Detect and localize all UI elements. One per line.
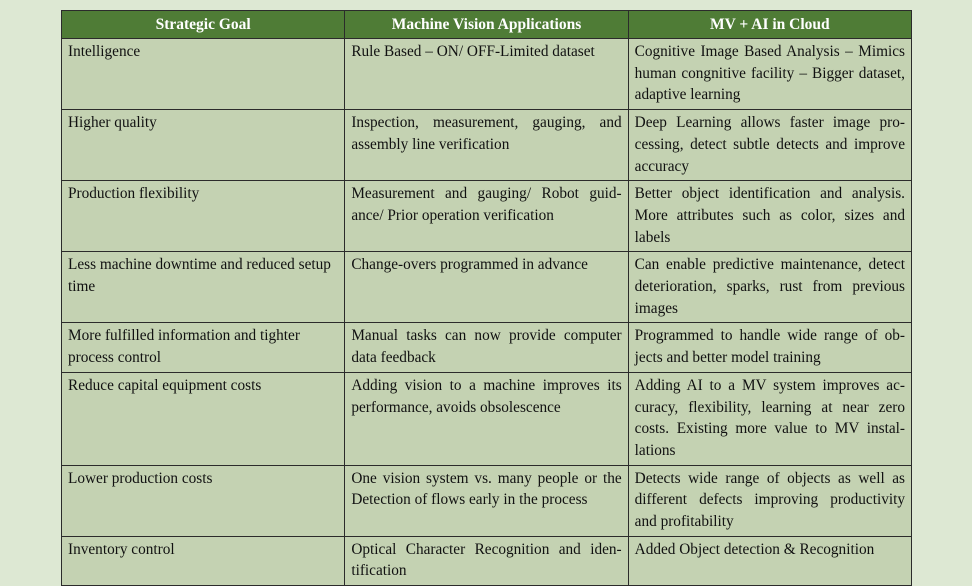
strategic-goal-cell: Reduce capital equipment costs [62, 372, 345, 465]
table-row [62, 181, 912, 252]
table-row [62, 323, 912, 372]
mv-ai-cloud-cell: Can enable predictive maintenance, detect deterioration, sparks, rust from previous images [628, 252, 911, 323]
strategic-goal-cell: Intelligence [62, 39, 345, 110]
table-row [62, 252, 912, 323]
header-row [62, 11, 912, 39]
mv-ai-cloud-cell: Detects wide range of objects as well as different defects improving productivity and profitability [628, 465, 911, 536]
strategic-goal-cell: Production flexibility [62, 181, 345, 252]
mv-ai-cloud-cell: Programmed to handle wide range of objects and better model training [628, 323, 911, 372]
strategic-goal-cell: Lower production costs [62, 465, 345, 536]
comparison-table [61, 10, 912, 586]
table-row [62, 372, 912, 465]
machine-vision-cell: Measurement and gauging/ Robot guidance/ Prior operation verification [345, 181, 628, 252]
mv-ai-cloud-cell: Better object identification and analysis. More attributes such as color, sizes and labels [628, 181, 911, 252]
table-row [62, 536, 912, 585]
mv-ai-cloud-cell: Deep Learning allows faster image processing, detect subtle detects and improve accuracy [628, 110, 911, 181]
machine-vision-cell: Rule Based – ON/ OFF-Limited dataset [345, 39, 628, 110]
machine-vision-cell: Adding vision to a machine improves its performance, avoids obsolescence [345, 372, 628, 465]
mv-ai-cloud-cell: Cognitive Image Based Analysis – Mimics human congnitive facility – Bigger dataset, adaptive learning [628, 39, 911, 110]
header-machine-vision-applications: Machine Vision Applications [345, 11, 628, 39]
machine-vision-cell: Inspection, measurement, gauging, and assembly line verification [345, 110, 628, 181]
header-strategic-goal: Strategic Goal [62, 11, 345, 39]
machine-vision-cell: Optical Character Recognition and identification [345, 536, 628, 585]
mv-ai-cloud-cell: Added Object detection & Recognition [628, 536, 911, 585]
table-body [62, 39, 912, 586]
strategic-goal-cell: Higher quality [62, 110, 345, 181]
table-row [62, 39, 912, 110]
table-header [62, 11, 912, 39]
machine-vision-cell: Change-overs programmed in advance [345, 252, 628, 323]
machine-vision-cell: One vision system vs. many people or the Detection of flows early in the process [345, 465, 628, 536]
strategic-goal-cell: Less machine downtime and reduced setup time [62, 252, 345, 323]
header-mv-ai-in-cloud: MV + AI in Cloud [628, 11, 911, 39]
table-row [62, 465, 912, 536]
mv-ai-cloud-cell: Adding AI to a MV system improves accuracy, flexibility, learning at near zero costs. Existing more value to MV installations [628, 372, 911, 465]
machine-vision-cell: Manual tasks can now provide computer data feedback [345, 323, 628, 372]
table-row [62, 110, 912, 181]
strategic-goal-cell: More fulfilled information and tighter process control [62, 323, 345, 372]
strategic-goal-cell: Inventory control [62, 536, 345, 585]
